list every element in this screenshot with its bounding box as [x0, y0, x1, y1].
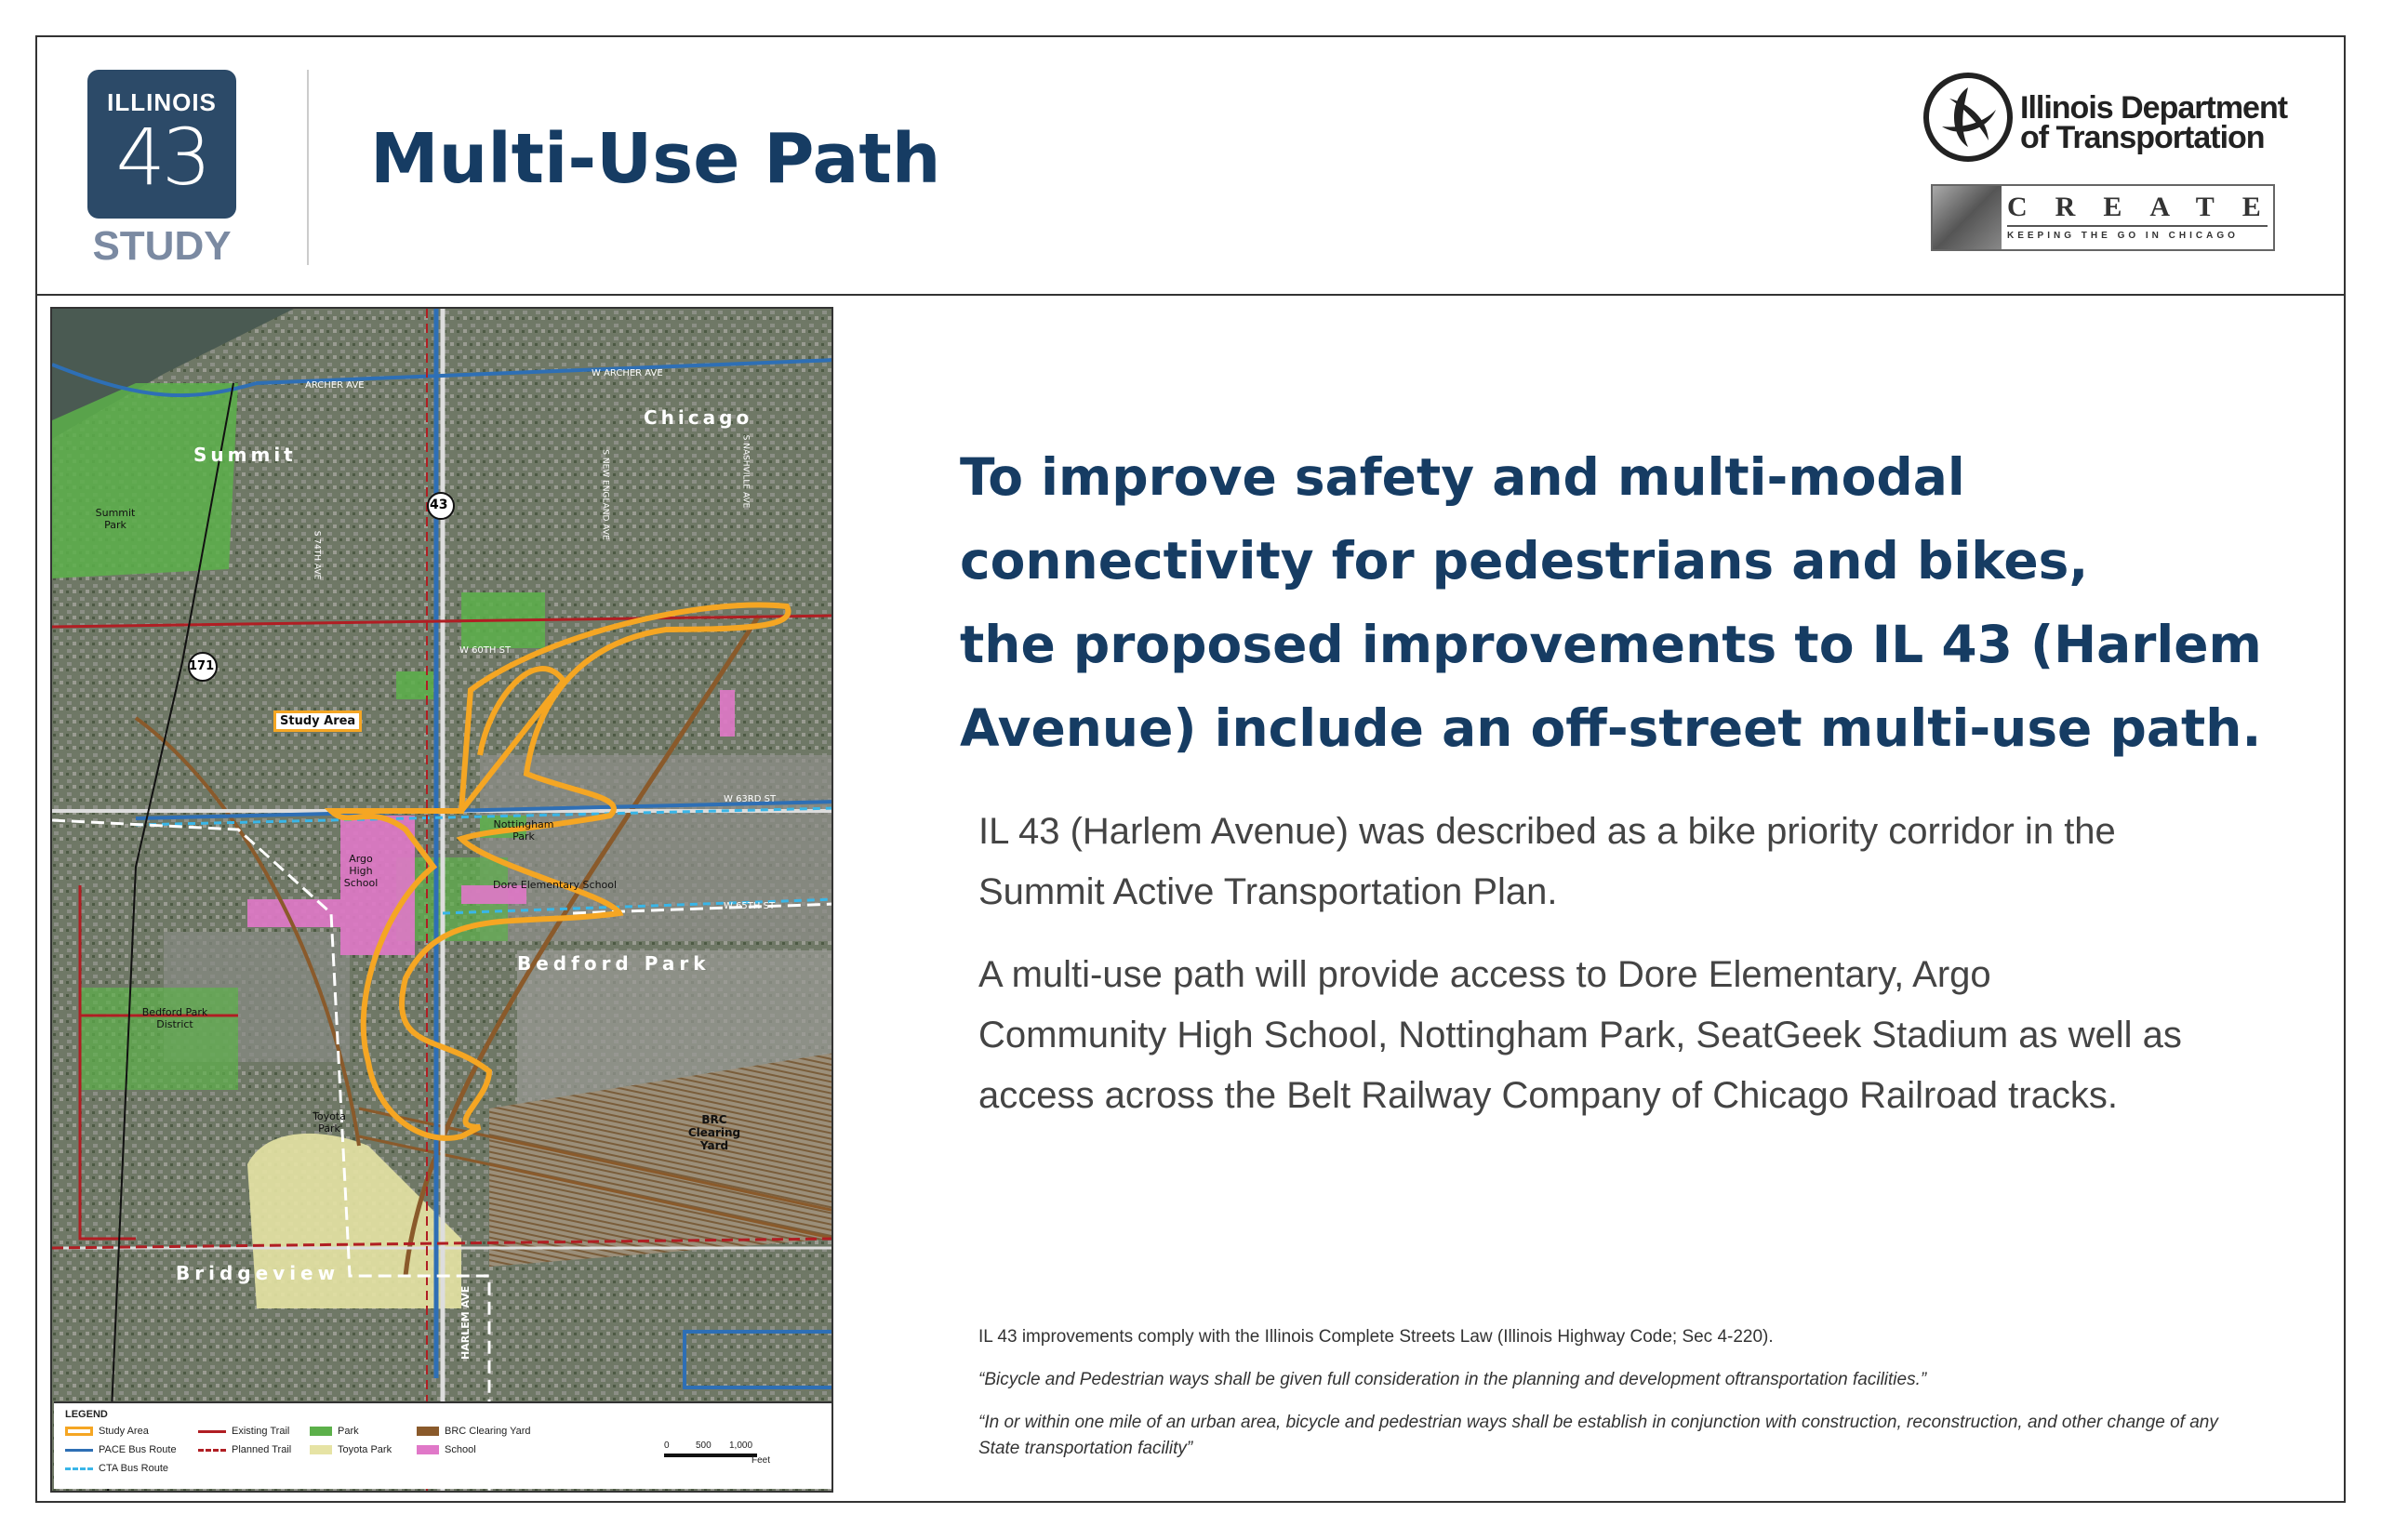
street-archer: ARCHER AVE — [305, 380, 365, 391]
logo-number: 43 — [115, 112, 208, 203]
create-photo-icon — [1933, 186, 2002, 249]
body-text — [978, 802, 2188, 1148]
lead-line-4: Avenue) include an off-street multi-use path. — [960, 698, 2262, 758]
study-area-map — [50, 307, 833, 1493]
map-label-bedford-park: Bedford Park — [517, 952, 711, 975]
street-w-archer: W ARCHER AVE — [592, 368, 663, 378]
street-nashville: S NASHVILLE AVE — [740, 434, 751, 509]
page-title: Multi-Use Path — [370, 119, 941, 199]
legend-planned-trail: Planned Trail — [198, 1444, 291, 1455]
body-paragraph-2: A multi-use path will provide access to Dore Elementary, Argo Community High School, Nottingham Park, SeatGeek Stadium as well as access across the Belt Railway Company of Chicago Railroad tracks. — [978, 954, 2182, 1116]
legend-brc: BRC Clearing Yard — [417, 1426, 531, 1437]
scale-0: 0 — [664, 1440, 670, 1451]
il43-shield-label: 43 — [430, 498, 448, 512]
il43-study-logo — [87, 70, 236, 219]
street-w-65th: W 65TH ST — [724, 901, 776, 911]
map-legend — [54, 1401, 831, 1489]
street-w-63rd: W 63RD ST — [724, 794, 777, 804]
legend-cta: CTA Bus Route — [65, 1463, 168, 1474]
scale-1000: 1,000 — [729, 1440, 753, 1451]
scale-500: 500 — [696, 1440, 712, 1451]
pace-swatch-icon — [65, 1449, 93, 1452]
lead-line-2: connectivity for pedestrians and bikes, — [960, 531, 2089, 591]
quote-1: “Bicycle and Pedestrian ways shall be given full consideration in the planning and development oftransportation facilities.” — [978, 1370, 1927, 1389]
map-label-toyota-park: Toyota Park — [313, 1110, 346, 1135]
legend-pace: PACE Bus Route — [65, 1444, 177, 1455]
map-label-study-area: Study Area — [273, 710, 362, 732]
legend-existing-trail: Existing Trail — [198, 1426, 289, 1437]
logo-study: STUDY — [92, 223, 232, 269]
create-word: CREATE — [2007, 192, 2289, 222]
map-label-bedford-district: Bedford Park District — [141, 1006, 208, 1030]
legend-study-area: Study Area — [65, 1426, 149, 1437]
street-w-60th: W 60TH ST — [459, 645, 512, 656]
fine-print — [978, 1324, 2225, 1479]
idot-emblem-icon — [1922, 71, 2024, 173]
header-vertical-divider — [307, 70, 309, 265]
quote-2: “In or within one mile of an urban area, bicycle and pedestrian ways shall be establish in conjunction with construction, reconstruction, and other change of any State transportation facility” — [978, 1413, 2218, 1458]
body-paragraph-1: IL 43 (Harlem Avenue) was described as a bike priority corridor in the Summit Active Transportation Plan. — [978, 811, 2116, 912]
idot-line2: of Transportation — [2020, 120, 2265, 155]
existing-trail-swatch-icon — [198, 1430, 226, 1433]
street-s-74th: S 74TH AVE — [312, 530, 322, 580]
cta-swatch-icon — [65, 1467, 93, 1470]
planned-trail-swatch-icon — [198, 1449, 226, 1452]
legend-toyota: Toyota Park — [310, 1444, 392, 1455]
study-area-swatch-icon — [65, 1427, 93, 1436]
map-label-dore: Dore Elementary School — [493, 879, 618, 891]
lead-statement — [960, 435, 2262, 770]
park-swatch-icon — [310, 1427, 332, 1436]
map-label-brc: BRC Clearing Yard — [687, 1113, 741, 1152]
header-divider — [35, 294, 2346, 296]
idot-wordmark — [2020, 90, 2288, 155]
toyota-swatch-icon — [310, 1445, 332, 1454]
scale-unit: Feet — [752, 1455, 771, 1466]
legend-school: School — [417, 1444, 476, 1455]
il171-shield-label: 171 — [189, 659, 215, 673]
logo-state: ILLINOIS — [107, 88, 217, 116]
street-harlem: HARLEM AVE — [459, 1285, 472, 1360]
map-label-argo: Argo High School — [343, 853, 379, 889]
create-tagline: KEEPING THE GO IN CHICAGO — [2007, 231, 2239, 241]
school-swatch-icon — [417, 1445, 439, 1454]
lead-line-3: the proposed improvements to IL 43 (Harlem — [960, 615, 2262, 674]
create-rule — [2007, 225, 2268, 227]
brc-swatch-icon — [417, 1427, 439, 1436]
idot-line1: Illinois Department — [2020, 90, 2288, 126]
map-label-bridgeview: Bridgeview — [176, 1262, 340, 1284]
street-new-england: S NEW ENGLAND AVE — [600, 449, 610, 540]
map-label-summit: Summit — [193, 444, 297, 466]
legend-title: LEGEND — [65, 1409, 108, 1420]
map-label-nottingham: Nottingham Park — [493, 818, 554, 843]
map-graphic — [52, 309, 833, 1493]
scale-bar — [664, 1454, 757, 1457]
map-label-summit-park: Summit Park — [95, 507, 136, 531]
map-label-chicago: Chicago — [644, 406, 753, 429]
lead-line-1: To improve safety and multi-modal — [960, 447, 1965, 507]
complete-streets-law: IL 43 improvements comply with the Illinois Complete Streets Law (Illinois Highway Code; Sec 4-220). — [978, 1327, 1774, 1347]
create-logo — [1931, 184, 2289, 251]
legend-park: Park — [310, 1426, 359, 1437]
